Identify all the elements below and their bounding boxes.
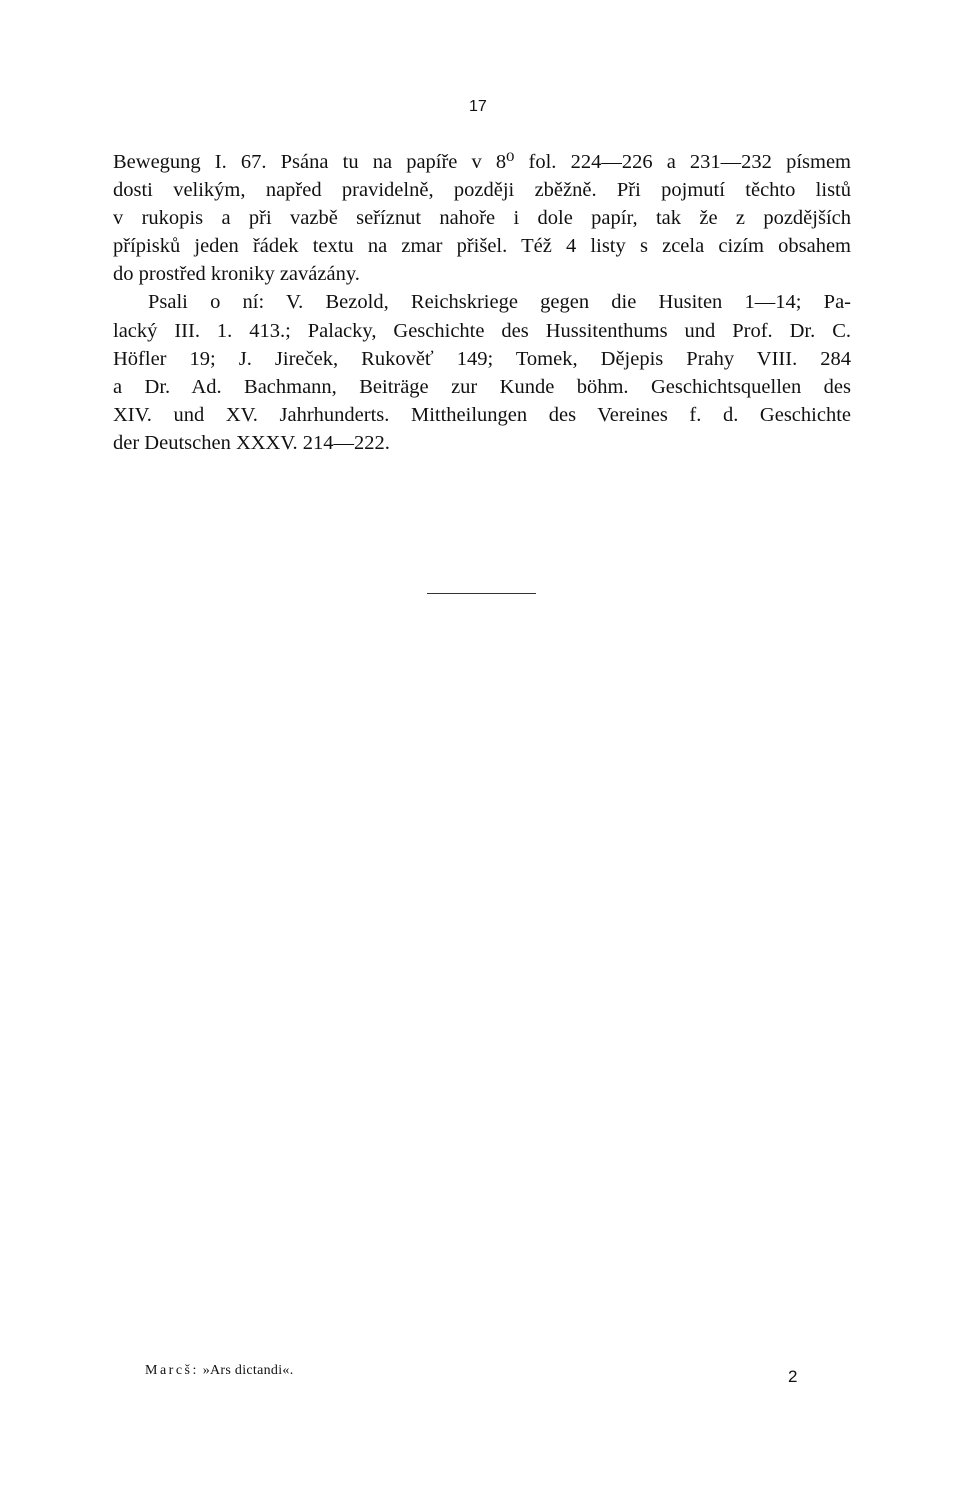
text-line: der Deutschen XXXV. 214—222. [113, 431, 390, 454]
footer-author: Marcš: [145, 1363, 199, 1378]
sheet-number: 2 [788, 1367, 798, 1386]
text-line: lacký III. 1. 413.; Palacky, Geschichte des Hussitenthums und Prof. Dr. C. [113, 319, 851, 342]
text-line: do prostřed kroniky zavázány. [113, 263, 360, 286]
section-separator [427, 593, 536, 594]
footer-title: »Ars dictandi«. [202, 1363, 294, 1378]
body-text [113, 148, 851, 457]
paragraph-manuscript-description [113, 148, 851, 288]
text-line: Höfler 19; J. Jireček, Rukověť 149; Tomek, Dějepis Prahy VIII. 284 [113, 347, 851, 370]
text-line: a Dr. Ad. Bachmann, Beiträge zur Kunde böhm. Geschichtsquellen des [113, 375, 851, 398]
page-number: 17 [469, 98, 487, 115]
footer-signature [145, 1363, 294, 1379]
text-line: Bewegung I. 67. Psána tu na papíře v 8⁰ fol. 224—226 a 231—232 písmem [113, 151, 851, 173]
paragraph-literature [113, 288, 851, 457]
text-line: v rukopis a při vazbě seříznut nahoře i dole papír, tak že z pozdějších [113, 207, 851, 230]
text-line: přípisků jeden řádek textu na zmar přišel. Též 4 listy s zcela cizím obsahem [113, 235, 851, 258]
text-line: Psali o ní: V. Bezold, Reichskriege gegen die Husiten 1—14; Pa- [148, 291, 851, 314]
text-line: XIV. und XV. Jahrhunderts. Mittheilungen des Vereines f. d. Geschichte [113, 403, 851, 426]
text-line: dosti velikým, napřed pravidelně, později zběžně. Při pojmutí těchto listů [113, 179, 851, 202]
